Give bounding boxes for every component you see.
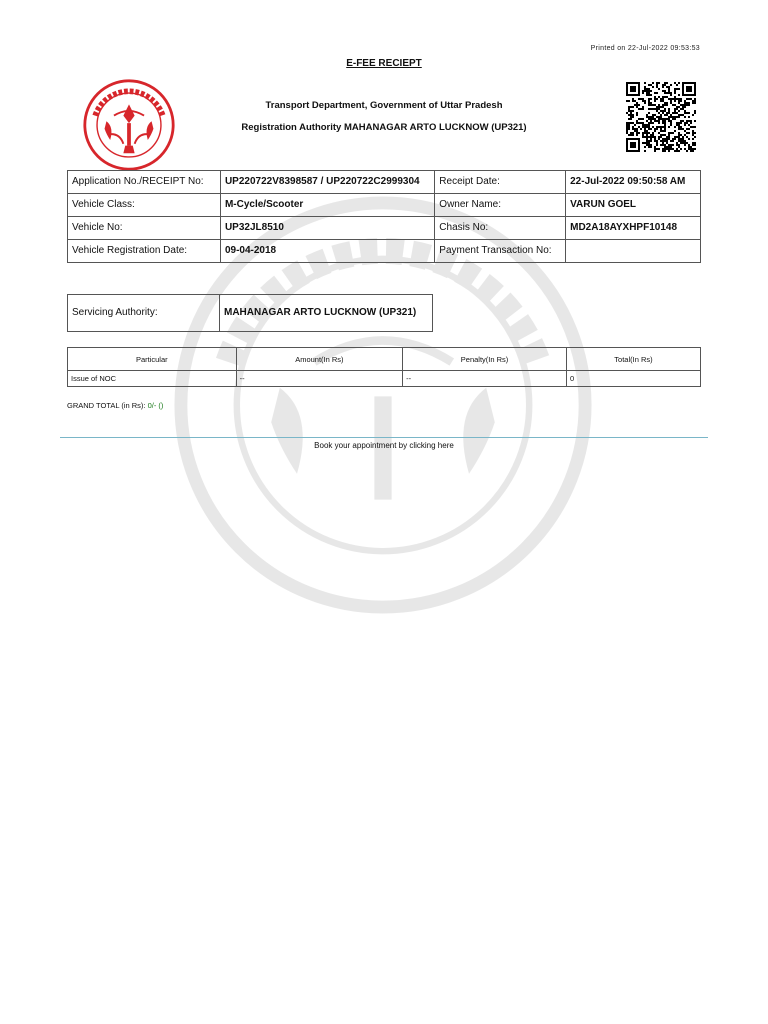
receipt-title-text: E-FEE RECIEPT: [346, 58, 422, 69]
table-row: [68, 171, 701, 194]
table-row: [68, 240, 701, 263]
table-row: [68, 295, 433, 332]
reg-date-value: 09-04-2018: [220, 240, 434, 263]
fees-header-row: [68, 348, 701, 371]
book-appointment-link[interactable]: Book your appointment by clicking here: [314, 441, 454, 450]
particular-cell: Issue of NOC: [68, 371, 237, 387]
grand-total: [67, 401, 163, 410]
total-header: Total(In Rs): [566, 348, 700, 371]
divider: [60, 437, 708, 438]
table-row: [68, 194, 701, 217]
owner-name-label: Owner Name:: [435, 194, 566, 217]
chasis-no-value: MD2A18AYXHPF10148: [566, 217, 701, 240]
printed-on-timestamp: Printed on 22-Jul-2022 09:53:53: [590, 45, 700, 52]
servicing-authority-table: [67, 294, 433, 332]
fees-table: [67, 347, 701, 387]
owner-name-value: VARUN GOEL: [566, 194, 701, 217]
vehicle-class-value: M-Cycle/Scooter: [220, 194, 434, 217]
department-heading: Transport Department, Government of Uttar Pradesh: [265, 100, 503, 111]
receipt-title: [0, 58, 768, 69]
table-row: [68, 371, 701, 387]
servicing-value: MAHANAGAR ARTO LUCKNOW (UP321): [220, 295, 433, 332]
particular-header: Particular: [68, 348, 237, 371]
penalty-header: Penalty(In Rs): [403, 348, 567, 371]
payment-txn-value: [566, 240, 701, 263]
servicing-label: Servicing Authority:: [68, 295, 220, 332]
vehicle-no-value: UP32JL8510: [220, 217, 434, 240]
payment-txn-label: Payment Transaction No:: [435, 240, 566, 263]
qr-code: [626, 82, 696, 152]
reg-date-label: Vehicle Registration Date:: [68, 240, 221, 263]
chasis-no-label: Chasis No:: [435, 217, 566, 240]
receipt-date-label: Receipt Date:: [435, 171, 566, 194]
receipt-info-table: [67, 170, 701, 263]
vehicle-class-label: Vehicle Class:: [68, 194, 221, 217]
table-row: [68, 217, 701, 240]
total-cell: 0: [566, 371, 700, 387]
receipt-date-value: 22-Jul-2022 09:50:58 AM: [566, 171, 701, 194]
app-no-label: Application No./RECEIPT No:: [68, 171, 221, 194]
app-no-value: UP220722V8398587 / UP220722C2999304: [220, 171, 434, 194]
grand-total-value: 0/- (): [147, 401, 164, 410]
amount-header: Amount(In Rs): [236, 348, 403, 371]
penalty-cell: --: [403, 371, 567, 387]
registration-authority-heading: Registration Authority MAHANAGAR ARTO LUCKNOW (UP321): [241, 122, 527, 133]
amount-cell: --: [236, 371, 403, 387]
vehicle-no-label: Vehicle No:: [68, 217, 221, 240]
grand-total-label: GRAND TOTAL (in Rs):: [67, 401, 146, 410]
